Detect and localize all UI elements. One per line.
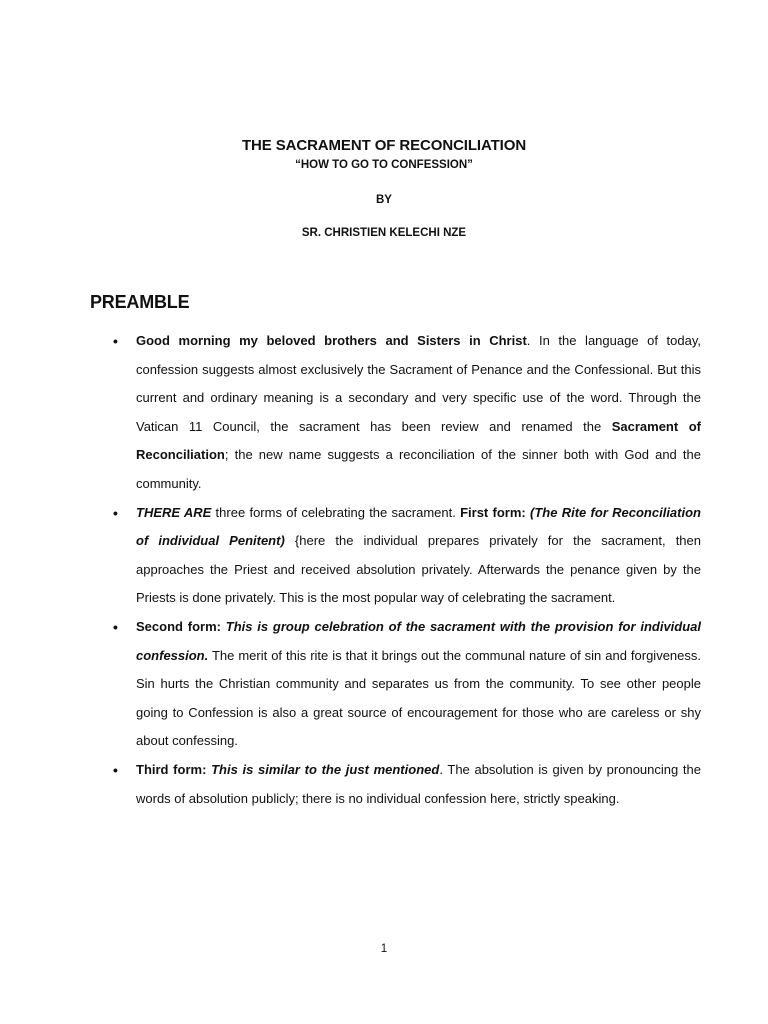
preamble-bullet-list (115, 327, 701, 813)
bullet-item (115, 613, 701, 756)
bullet-dot-icon: • (113, 618, 118, 635)
document-subtitle: “HOW TO GO TO CONFESSION” (295, 159, 473, 171)
text-segment: three forms of celebrating the sacrament. (211, 504, 461, 520)
text-segment: Good morning my beloved brothers and Sisters in Christ (136, 333, 527, 348)
section-heading-preamble: PREAMBLE (90, 292, 190, 312)
bullet-item (115, 499, 701, 613)
bullet-dot-icon: • (113, 761, 118, 778)
text-segment: First form: (460, 504, 531, 520)
text-segment: Second form: (136, 618, 226, 634)
bullet-text (136, 619, 701, 748)
page-number: 1 (380, 943, 388, 955)
byline-label: BY (376, 194, 392, 206)
text-segment: . In the language of today, confession suggests almost exclusively the Sacrament of Penance and the Confessional. But this current and ordinary meaning is a secondary and very specific use of the word. Through the Vatican 11 Council, the sacrament has been review and renamed the (136, 333, 702, 434)
bullet-item (115, 327, 701, 499)
text-segment: (The Rite for Reconciliation of individual Penitent) (136, 504, 701, 549)
text-segment: {here the individual prepares privately for the sacrament, then approaches the Priest and received absolution privately. Afterwards the penance given by the Priests is done privately. This is the most popular way of celebrating the sacrament. (136, 533, 701, 606)
author-name: SR. CHRISTIEN KELECHI NZE (301, 227, 467, 239)
text-segment: THERE ARE (136, 504, 212, 520)
bullet-text (136, 762, 701, 806)
bullet-item (115, 756, 701, 813)
text-segment: Sacrament of Reconciliation (136, 418, 701, 463)
text-segment: This is group celebration of the sacrament with the provision for individual confession. (136, 618, 702, 663)
bullet-text (136, 333, 701, 491)
document-title: THE SACRAMENT OF RECONCILIATION (241, 137, 527, 154)
text-segment: ; the new name suggests a reconciliation of the sinner both with God and the community. (136, 447, 701, 491)
bullet-text (136, 505, 701, 606)
text-segment: Third form: (136, 761, 212, 777)
bullet-dot-icon: • (113, 504, 118, 521)
bullet-dot-icon: • (113, 333, 118, 349)
text-segment: . The absolution is given by pronouncing the words of absolution publicly; there is no individual confession here, strictly speaking. (136, 761, 701, 806)
text-segment: The merit of this rite is that it brings out the communal nature of sin and forgiveness. Sin hurts the Christian community and separates us from the community. To see other people going to Confession is also a great source of encouragement for those who are careless or shy about confessing. (136, 647, 701, 749)
text-segment: This is similar to the just mentioned (211, 761, 440, 777)
